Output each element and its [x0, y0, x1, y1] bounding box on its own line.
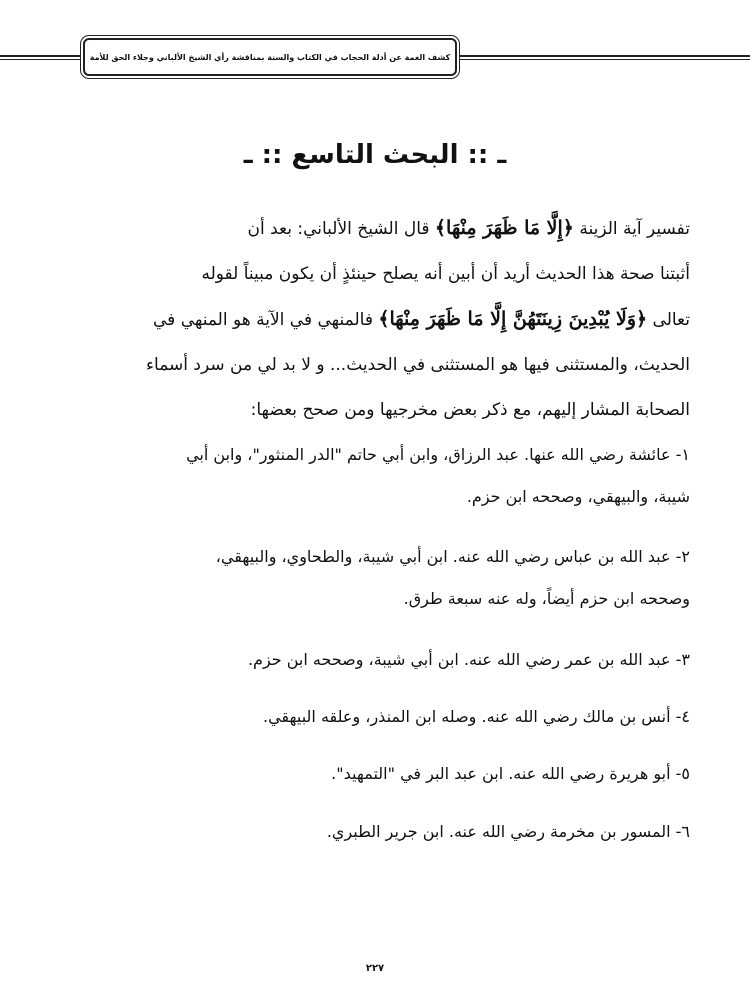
list-item-line: ٣- عبد الله بن عمر رضي الله عنه. ابن أبي شيبة، وصححه ابن حزم. — [247, 650, 690, 669]
list-item — [60, 811, 690, 853]
intro-paragraph — [60, 206, 690, 433]
list-item-line: ٤- أنس بن مالك رضي الله عنه. وصله ابن المنذر، وعلقه البيهقي. — [263, 707, 690, 726]
quran-verse-2: ﴿وَلَا يُبْدِينَ زِينَتَهُنَّ إِلَّا مَا ظَهَرَ مِنْهَا﴾ — [378, 308, 648, 330]
list-item — [60, 536, 690, 620]
section-title: ـ :: البحث التاسع :: ـ — [243, 140, 507, 170]
intro-line-4: الحديث، والمستثنى فيها هو المستثنى في الحديث... و لا بد لي من سرد أسماء — [146, 355, 690, 375]
list-item-line: ١- عائشة رضي الله عنها. عبد الرزاق، وابن أبي حاتم "الدر المنثور"، وابن أبي — [186, 445, 690, 464]
intro-line-1-start: تفسير آية الزينة — [579, 219, 690, 239]
running-header-title: كشف الغمة عن أدلة الحجاب في الكتاب والسنة بمناقشة رأي الشيخ الألباني وجلاء الحق للأمة — [89, 52, 451, 62]
intro-line-3-end: فالمنهي في الآية هو المنهي في — [153, 310, 373, 330]
intro-line-1-end: قال الشيخ الألباني: بعد أن — [247, 219, 430, 239]
list-item — [60, 639, 690, 681]
intro-line-3-start: تعالى — [652, 310, 690, 330]
list-item-line: ٥- أبو هريرة رضي الله عنه. ابن عبد البر في "التمهيد". — [331, 764, 690, 783]
list-item — [60, 753, 690, 795]
intro-line-5: الصحابة المشار إليهم، مع ذكر بعض مخرجيها ومن صحح بعضها: — [250, 400, 690, 420]
list-item-line: ٦- المسور بن مخرمة رضي الله عنه. ابن جرير الطبري. — [326, 822, 690, 841]
quran-verse-1: ﴿إِلَّا مَا ظَهَرَ مِنْهَا﴾ — [434, 217, 574, 239]
list-item-line: ٢- عبد الله بن عباس رضي الله عنه. ابن أبي شيبة، والطحاوي، والبيهقي، — [215, 547, 690, 566]
intro-line-3 — [60, 297, 690, 343]
running-header — [83, 38, 457, 76]
list-item — [60, 696, 690, 738]
intro-line-1 — [60, 206, 690, 252]
page-number: ٢٢٧ — [365, 963, 385, 974]
list-item-line: وصححه ابن حزم أيضاً، وله عنه سبعة طرق. — [403, 589, 690, 608]
list-item-line: شيبة، والبيهقي، وصححه ابن حزم. — [466, 487, 690, 506]
list-item — [60, 434, 690, 518]
intro-line-2: أثبتنا صحة هذا الحديث أريد أن أبين أنه يصلح حينئذٍ أن يكون مبيناً لقوله — [201, 264, 690, 284]
